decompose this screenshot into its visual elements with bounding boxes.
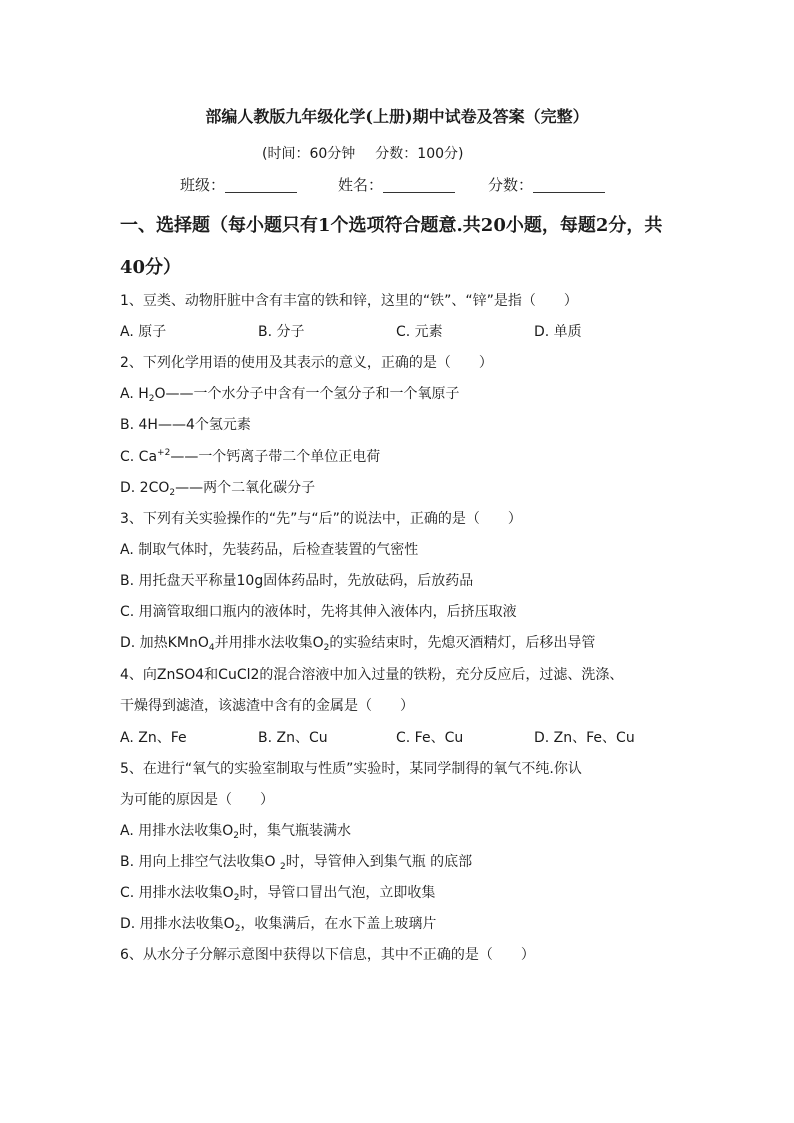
- q3-d-text: D. 加热KMnO: [120, 635, 209, 651]
- class-blank[interactable]: [225, 176, 297, 193]
- q5-b-text: B. 用向上排空气法收集O: [120, 854, 280, 870]
- q3-d-subscript-2: 2: [323, 643, 330, 653]
- q3-option-d[interactable]: [120, 632, 595, 652]
- section-heading-cont: 40分）: [120, 257, 182, 278]
- q5-d-text: D. 用排水法收集O: [120, 916, 235, 932]
- q1-option-d[interactable]: D. 单质: [534, 324, 582, 340]
- name-label: 姓名：: [338, 176, 384, 194]
- time-info: (时间：60分钟: [262, 146, 356, 162]
- question-1-stem: 1、豆类、动物肝脏中含有丰富的铁和锌，这里的“铁”、“锌”是指（ ）: [120, 293, 578, 309]
- q2-d-subscript: 2: [169, 488, 176, 498]
- score-label: 分数：: [488, 176, 534, 194]
- q2-a-subscript: 2: [148, 394, 155, 404]
- q5-c-text: C. 用排水法收集O: [120, 885, 234, 901]
- q1-option-c[interactable]: C. 元素: [396, 324, 443, 340]
- q5-a-text-rest: 时，集气瓶装满水: [239, 823, 351, 839]
- question-5-stem: 5、在进行“氧气的实验室制取与性质”实验时，某同学制得的氧气不纯.你认: [120, 761, 582, 777]
- question-5-stem-cont: 为可能的原因是（ ）: [120, 792, 274, 808]
- q1-option-b[interactable]: B. 分子: [258, 324, 305, 340]
- exam-info: [262, 143, 463, 163]
- q5-d-subscript: 2: [234, 924, 241, 934]
- q3-option-b[interactable]: B. 用托盘天平称量10g固体药品时，先放砝码，后放药品: [120, 573, 474, 589]
- q5-b-subscript: 2: [279, 862, 286, 872]
- q4-option-a[interactable]: A. Zn、Fe: [120, 730, 187, 746]
- q1-option-a[interactable]: A. 原子: [120, 324, 167, 340]
- page-title: 部编人教版九年级化学(上册)期中试卷及答案（完整）: [205, 107, 589, 126]
- q3-option-a[interactable]: A. 制取气体时，先装药品，后检查装置的气密性: [120, 542, 419, 558]
- q5-a-subscript: 2: [233, 831, 239, 841]
- name-field[interactable]: [338, 174, 455, 195]
- q5-c-subscript: 2: [233, 893, 240, 903]
- q2-a-text-rest: O——一个水分子中含有一个氢分子和一个氧原子: [154, 386, 460, 402]
- q3-option-c[interactable]: C. 用滴管取细口瓶内的液体时，先将其伸入液体内，后挤压取液: [120, 604, 517, 620]
- q2-c-text-rest: ——一个钙离子带二个单位正电荷: [170, 449, 381, 465]
- class-field[interactable]: [180, 174, 297, 195]
- question-4-stem-cont: 干燥得到滤渣，该滤渣中含有的金属是（ ）: [120, 698, 414, 714]
- question-6-stem: 6、从水分子分解示意图中获得以下信息，其中不正确的是（ ）: [120, 947, 535, 963]
- class-label: 班级：: [180, 176, 226, 194]
- q2-option-d[interactable]: [120, 477, 315, 497]
- score-info: 分数：100分): [375, 146, 464, 162]
- score-field[interactable]: [488, 174, 605, 195]
- q2-c-text: C. Ca: [120, 449, 158, 465]
- q5-option-d[interactable]: [120, 913, 436, 933]
- question-3-stem: 3、下列有关实验操作的“先”与“后”的说法中，正确的是（ ）: [120, 511, 522, 527]
- q2-a-text: A. H: [120, 386, 149, 402]
- q5-option-b[interactable]: [120, 851, 472, 871]
- q5-c-text-rest: 时，导管口冒出气泡，立即收集: [239, 885, 436, 901]
- q2-option-a[interactable]: [120, 383, 460, 403]
- q2-c-superscript: +2: [157, 448, 171, 458]
- q4-option-c[interactable]: C. Fe、Cu: [396, 730, 464, 746]
- question-4-stem: 4、向ZnSO4和CuCl2的混合溶液中加入过量的铁粉，充分反应后，过滤、洗涤、: [120, 667, 624, 683]
- q5-d-text-rest: ，收集满后，在水下盖上玻璃片: [240, 916, 437, 932]
- q4-option-b[interactable]: B. Zn、Cu: [258, 730, 328, 746]
- q5-option-a[interactable]: [120, 820, 351, 840]
- q3-d-text-rest: 的实验结束时，先熄灭酒精灯，后移出导管: [329, 635, 596, 651]
- q5-a-text: A. 用排水法收集O: [120, 823, 234, 839]
- q2-d-text-rest: ——两个二氧化碳分子: [175, 480, 316, 496]
- q5-option-c[interactable]: [120, 882, 435, 902]
- q3-d-text-mid: 并用排水法收集O: [214, 635, 324, 651]
- q5-b-text-rest: 时，导管伸入到集气瓶 的底部: [285, 854, 473, 870]
- name-blank[interactable]: [383, 176, 455, 193]
- question-2-stem: 2、下列化学用语的使用及其表示的意义，正确的是（ ）: [120, 355, 493, 371]
- score-blank[interactable]: [533, 176, 605, 193]
- q2-d-text: D. 2CO: [120, 480, 170, 496]
- q2-option-c[interactable]: [120, 446, 380, 466]
- q3-d-subscript-1: 4: [208, 643, 215, 653]
- section-heading: 一、选择题（每小题只有1个选项符合题意.共20小题，每题2分，共: [120, 215, 663, 236]
- q2-option-b[interactable]: B. 4H——4个氢元素: [120, 417, 251, 433]
- q4-option-d[interactable]: D. Zn、Fe、Cu: [534, 730, 635, 746]
